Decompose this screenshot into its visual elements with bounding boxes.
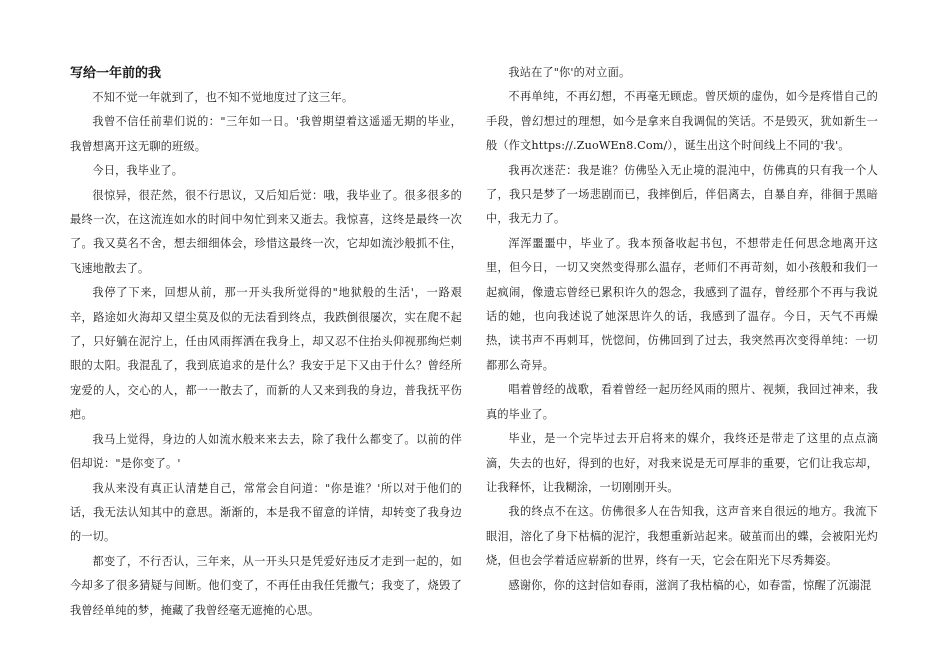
paragraph: 感谢你，你的这封信如春雨，滋润了我枯槁的心，如春雷，惊醒了沉溺混	[508, 578, 872, 592]
paragraph: 我马上觉得，身边的人如流水般来来去去，除了我什么都变了。以前的伴侣却说："是你变了。'	[70, 432, 462, 471]
paragraph: 我再次迷茫：我是谁？仿佛坠入无止境的混沌中，仿佛真的只有我一个人了，我只是梦了一场悲剧而已，我摔倒后，伴侣离去，自暴自弃，徘徊于黑暗中，我无力了。	[486, 163, 878, 226]
paragraph: 不知不觉一年就到了，也不知不觉地度过了这三年。	[92, 91, 354, 104]
paragraph: 我曾不信任前辈们说的："三年如一日。'我曾期望着这遥遥无期的毕业，我曾想离开这无聊的班级。	[70, 115, 462, 153]
paragraph: 毕业，是一个完毕过去开启将来的媒介，我终还是带走了这里的点点滴滴，失去的也好，得到的也好，对我来说是无可厚非的重要，它们让我忘却，让我释怀，让我糊涂，一切刚刚开头。	[486, 432, 878, 494]
left-paragraphs	[70, 86, 462, 623]
paragraph: 唱着曾经的战歌，看着曾经一起历经风雨的照片、视频，我回过神来，我真的毕业了。	[486, 383, 878, 421]
paragraph: 今日，我毕业了。	[92, 164, 184, 178]
article-title: 写给一年前的我	[70, 66, 162, 81]
paragraph: 我停了下来，回想从前，那一开头我所觉得的"地狱般的生活'，一路艰辛，路途如火海却又望尘莫及似的无法看到终点，我跌倒很屡次，实在爬不起了，只好躺在泥泞上，任由风雨挥洒在我身上，却又忍不住抬头仰视那绚烂刺眼的太阳。我混乱了，我到底追求的是什么？我安于足下又由于什么？曾经所宠爱的人，交心的人，都一一散去了，而新的人又来到我的身边，普我抚平伤疤。	[70, 286, 462, 422]
paragraph: 不再单纯，不再幻想，不再毫无顾虑。曾厌烦的虚伪，如今是疼惜自己的手段，曾幻想过的理想，如今是拿来自我调侃的笑话。不是毁灭，犹如新生一般（作文https://.ZuoWEn8.Com/），诞生出这个时间线上不同的'我'。	[486, 90, 878, 153]
paragraph: 很惊异，很茫然，很不行思议，又后知后觉：哦，我毕业了。很多很多的最终一次，在这流连如水的时间中匆忙到来又逝去。我惊喜，这终是最终一次了。我又莫名不舍，想去细细体会，珍惜这最终一次，它却如流沙般抓不住，飞速地散去了。	[70, 188, 462, 275]
paragraph: 都变了，不行否认，三年来，从一开头只是凭爱好违反才走到一起的，如今却多了很多猜疑与间断。他们变了，不再任由我任凭撒气；我变了，烧毁了我曾经单纯的梦，掩藏了我曾经毫无遮掩的心思。	[70, 554, 462, 617]
paragraph: 我的终点不在这。仿佛很多人在告知我，这声音来自很远的地方。我流下眼泪，溶化了身下枯槁的泥泞，我想重新站起来。破茧而出的蝶，会被阳光灼烧，但也会学着适应崭新的世界，终有一天，它会在阳光下尽秀舞姿。	[486, 505, 878, 568]
paragraph: 我站在了"你'的对立面。	[508, 66, 631, 79]
right-paragraphs	[486, 61, 878, 598]
paragraph: 我从来没有真正认清楚自己，常常会自问道："你是谁？'所以对于他们的话，我无法认知其中的意思。渐渐的，本是我不留意的详情，却转变了我身边的一切。	[70, 481, 462, 544]
paragraph: 浑浑噩噩中，毕业了。我本预备收起书包，不想带走任何思念地离开这里，但今日，一切又突然变得那么温存，老师们不再苛刻，如小孩般和我们一起疯闹，像遗忘曾经已累积许久的怨念，我感到了温存，曾经那个不再与我说话的她，也向我述说了她深思许久的话，我感到了温存。今日，天气不再燥热，读书声不再刺耳，恍惚间，仿佛回到了过去，我突然再次变得单纯：一切都那么奇异。	[486, 236, 878, 372]
